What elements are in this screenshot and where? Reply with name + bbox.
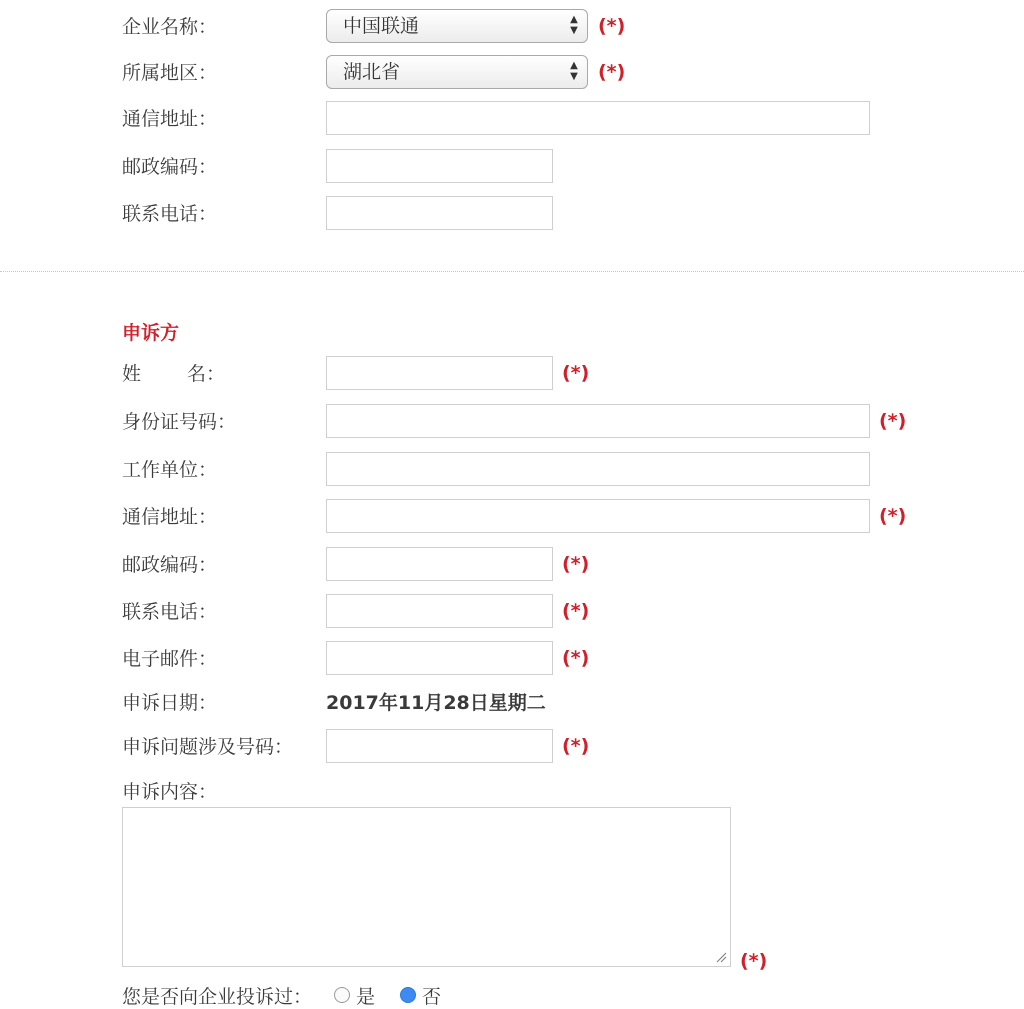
complainant-date-row xyxy=(0,685,1024,721)
enterprise-name-row xyxy=(0,9,1024,45)
complainant-id-label: 身份证号码： xyxy=(122,411,237,433)
enterprise-postal-input[interactable] xyxy=(326,149,553,183)
complainant-address-label: 通信地址： xyxy=(122,506,218,528)
complaint-history-label: 您是否向企业投诉过： xyxy=(122,986,313,1008)
complainant-id-input[interactable] xyxy=(326,404,870,438)
complainant-work-input[interactable] xyxy=(326,452,870,486)
enterprise-phone-row xyxy=(0,196,1024,232)
enterprise-region-row xyxy=(0,55,1024,91)
name-label-part-2: 名 xyxy=(187,363,207,385)
complainant-postal-row xyxy=(0,547,1024,583)
name-label-colon: ： xyxy=(206,363,226,385)
complainant-number-row xyxy=(0,729,1024,765)
radio-no[interactable] xyxy=(400,987,416,1003)
enterprise-postal-label: 邮政编码： xyxy=(122,156,218,178)
complainant-name-row xyxy=(0,356,1024,392)
enterprise-phone-label: 联系电话： xyxy=(122,203,218,225)
section-divider xyxy=(0,271,1024,272)
complainant-postal-label: 邮政编码： xyxy=(122,554,218,576)
enterprise-address-row xyxy=(0,101,1024,137)
required-mark: (*) xyxy=(598,15,626,37)
required-mark: (*) xyxy=(562,600,590,622)
required-mark: (*) xyxy=(562,735,590,757)
complainant-work-label: 工作单位： xyxy=(122,459,218,481)
resize-grip-icon[interactable] xyxy=(715,951,727,963)
enterprise-phone-input[interactable] xyxy=(326,196,553,230)
complainant-date-value: 2017年11月28日星期二 xyxy=(326,692,546,714)
complainant-phone-input[interactable] xyxy=(326,594,553,628)
enterprise-postal-row xyxy=(0,149,1024,185)
enterprise-address-input[interactable] xyxy=(326,101,870,135)
complainant-number-input[interactable] xyxy=(326,729,553,763)
enterprise-region-label: 所属地区： xyxy=(122,62,218,84)
complainant-name-input[interactable] xyxy=(326,356,553,390)
complainant-content-textarea[interactable] xyxy=(122,807,731,967)
enterprise-name-selected-value: 中国联通 xyxy=(343,15,420,37)
complainant-phone-row xyxy=(0,594,1024,630)
required-mark: (*) xyxy=(562,362,590,384)
radio-yes-label: 是 xyxy=(356,986,376,1008)
enterprise-name-select[interactable] xyxy=(326,9,588,43)
radio-yes[interactable] xyxy=(334,987,350,1003)
radio-no-label: 否 xyxy=(422,986,442,1008)
complainant-address-input[interactable] xyxy=(326,499,870,533)
complainant-name-label xyxy=(122,363,225,385)
complainant-content-row xyxy=(0,774,1024,810)
complainant-email-label: 电子邮件： xyxy=(122,648,218,670)
required-mark: (*) xyxy=(879,410,907,432)
required-mark: (*) xyxy=(879,505,907,527)
complainant-work-row xyxy=(0,452,1024,488)
complainant-email-input[interactable] xyxy=(326,641,553,675)
required-mark: (*) xyxy=(740,950,768,972)
enterprise-address-label: 通信地址： xyxy=(122,108,218,130)
enterprise-region-select[interactable] xyxy=(326,55,588,89)
enterprise-name-label: 企业名称： xyxy=(122,16,218,38)
complainant-email-row xyxy=(0,641,1024,677)
complainant-section-title: 申诉方 xyxy=(122,322,180,344)
complainant-id-row xyxy=(0,404,1024,440)
required-mark: (*) xyxy=(562,647,590,669)
complainant-content-label: 申诉内容： xyxy=(122,781,218,803)
name-label-part-1: 姓 xyxy=(122,363,142,385)
complainant-address-row xyxy=(0,499,1024,535)
complainant-postal-input[interactable] xyxy=(326,547,553,581)
select-arrows-icon: ▲ ▼ xyxy=(570,14,578,36)
required-mark: (*) xyxy=(562,553,590,575)
select-arrows-icon: ▲ ▼ xyxy=(570,60,578,82)
enterprise-region-selected-value: 湖北省 xyxy=(343,61,401,83)
required-mark: (*) xyxy=(598,61,626,83)
complainant-number-label: 申诉问题涉及号码： xyxy=(122,736,294,758)
complainant-phone-label: 联系电话： xyxy=(122,601,218,623)
complainant-date-label: 申诉日期： xyxy=(122,692,218,714)
